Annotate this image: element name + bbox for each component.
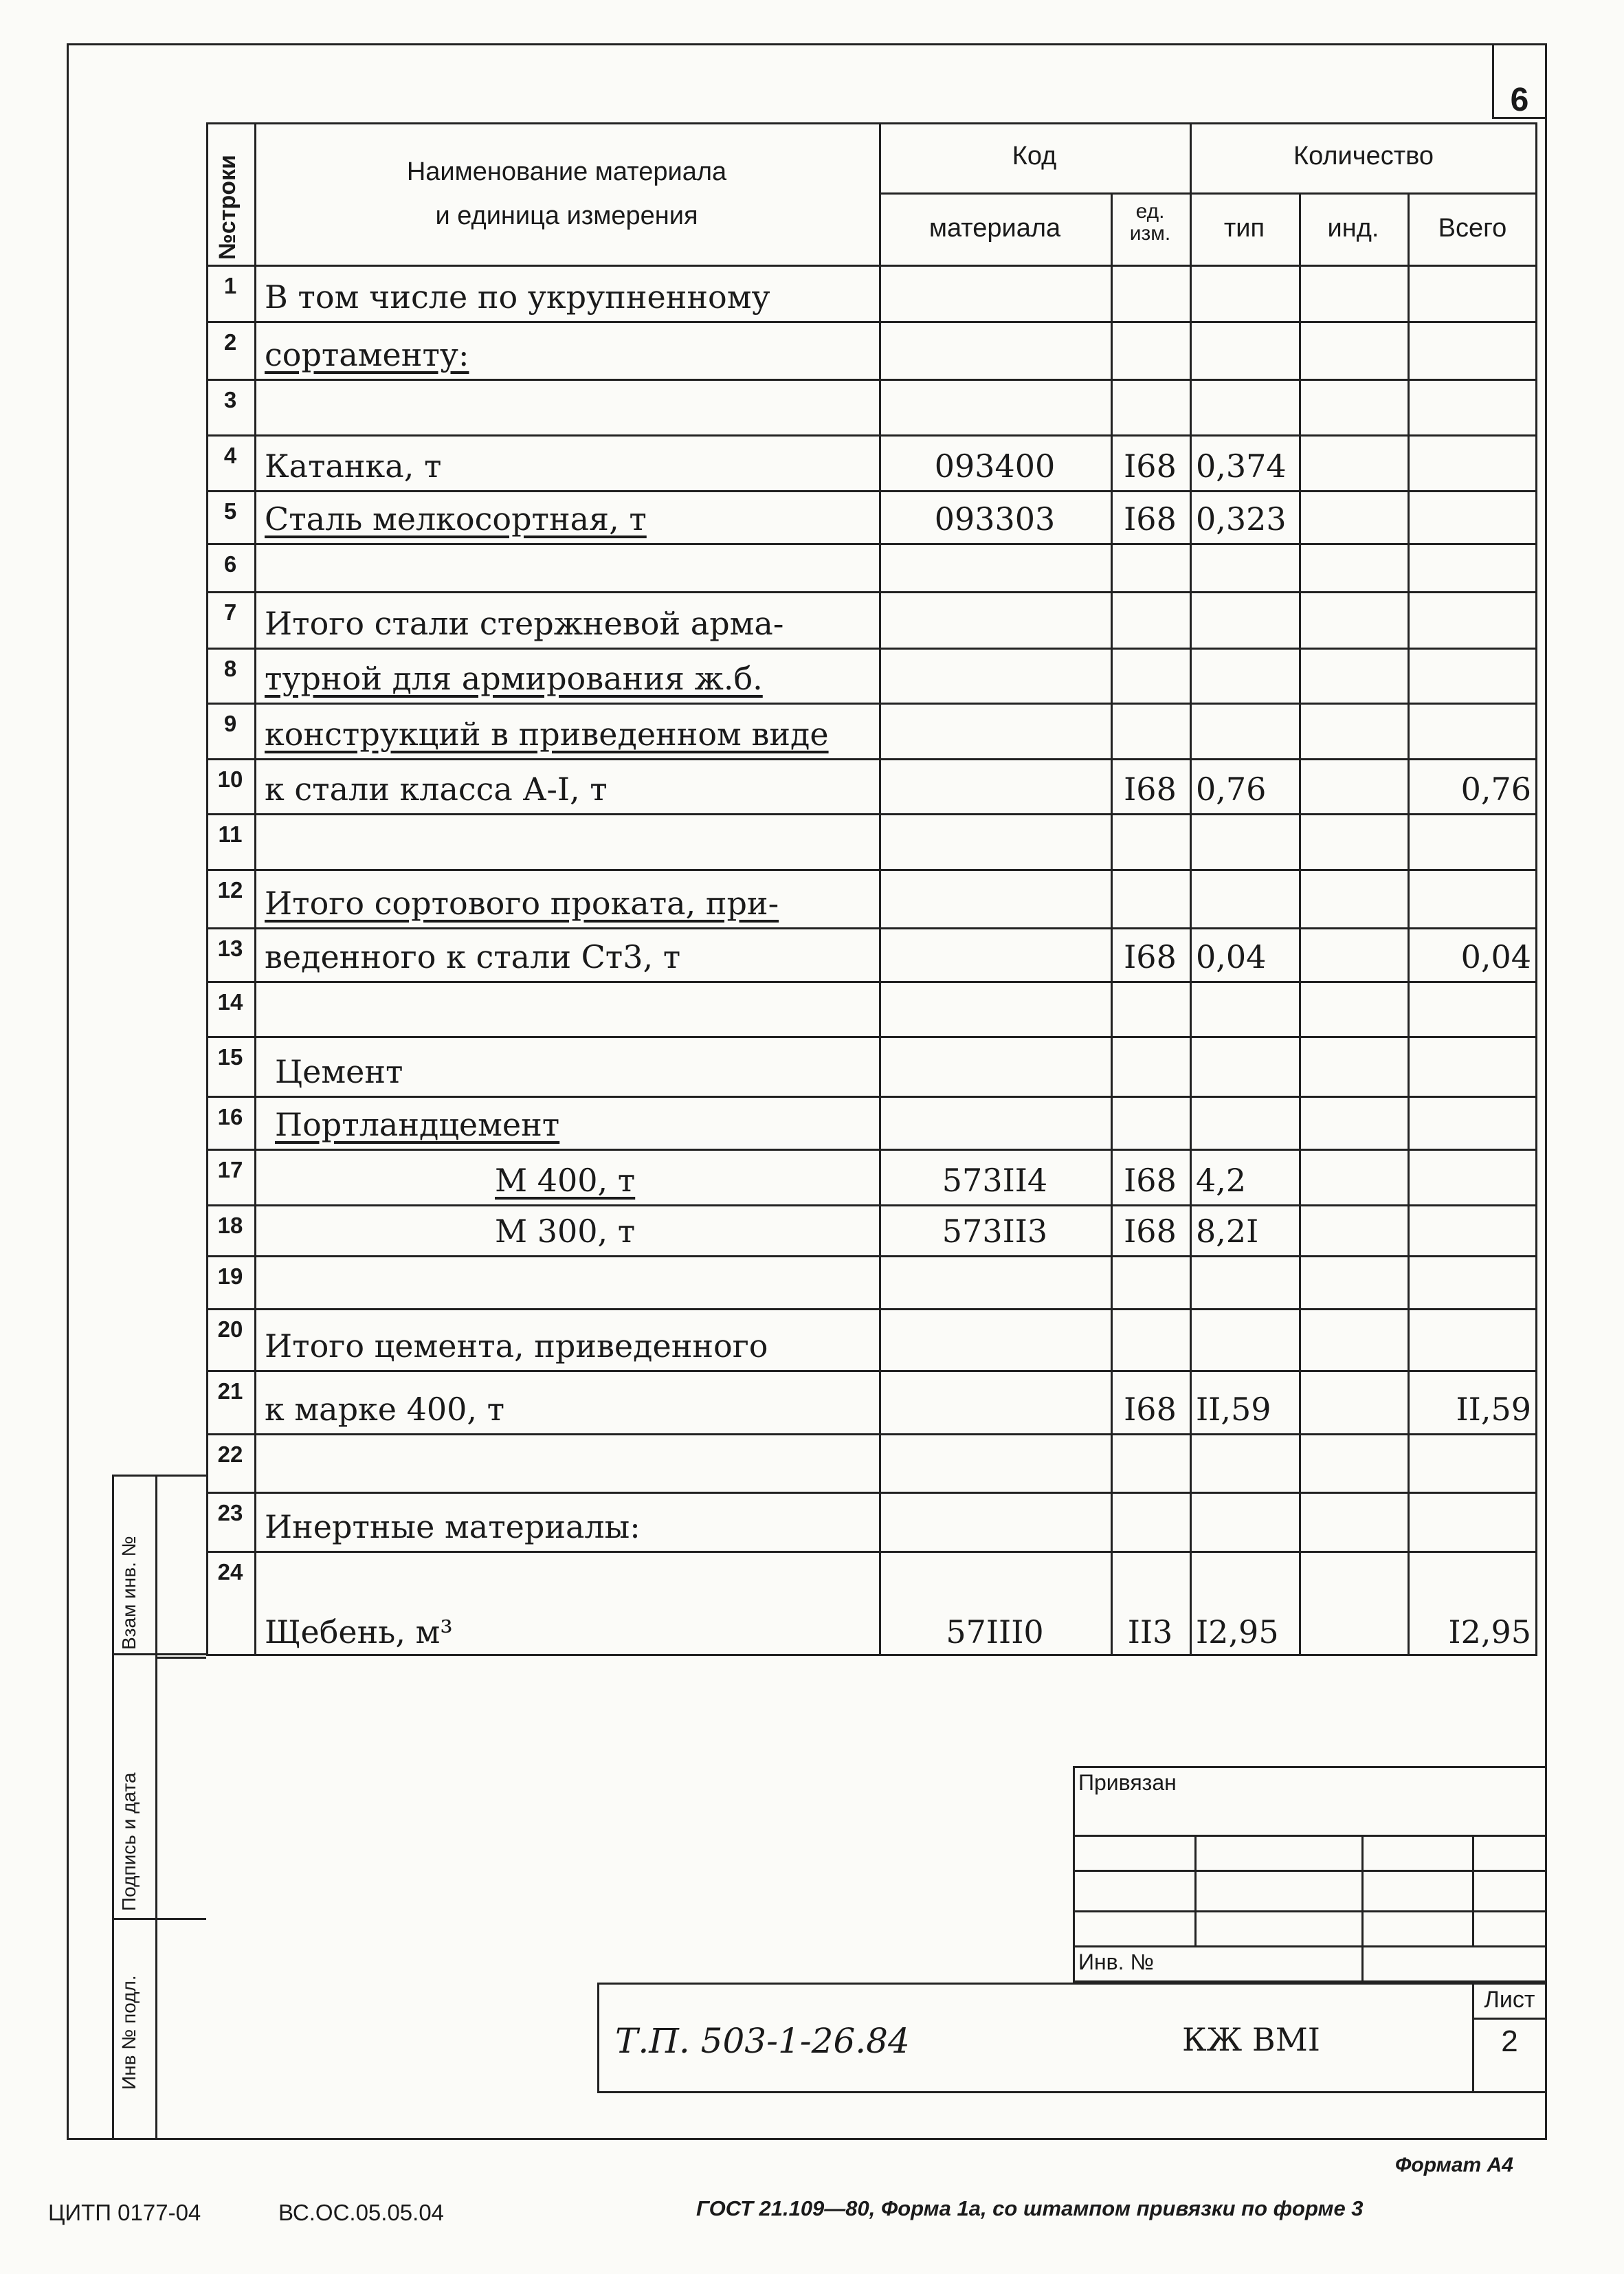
stamp-line: [155, 1657, 206, 1659]
row-number: 22: [217, 1442, 243, 1467]
qty-type: II,59: [1196, 1391, 1271, 1428]
row-number: 24: [217, 1559, 243, 1585]
row-divider: [206, 703, 1537, 705]
qty-type: 0,374: [1196, 448, 1287, 485]
row-number: 8: [223, 656, 237, 681]
qty-total: II,59: [1456, 1391, 1531, 1428]
quantity-header: Количество: [1293, 142, 1434, 170]
row-number: 15: [217, 1044, 243, 1070]
row-number: 21: [217, 1378, 243, 1404]
sheet-label: Лист: [1484, 1987, 1535, 2013]
header-subdivider: [879, 192, 1537, 195]
qty-type: 0,323: [1196, 500, 1287, 538]
row-divider: [206, 490, 1537, 492]
qty-type-header: тип: [1223, 214, 1265, 243]
row-number: 6: [223, 551, 237, 577]
binding-divider: [1472, 1835, 1474, 1945]
row-number: 3: [223, 387, 237, 412]
material-code: 573II3: [942, 1213, 1048, 1250]
row-number: 5: [223, 498, 237, 524]
qty-type: 0,76: [1196, 771, 1267, 808]
row-divider: [206, 543, 1537, 545]
unit-code: I68: [1124, 1391, 1177, 1428]
row-divider: [206, 321, 1537, 323]
material-name: турной для армирования ж.б.: [265, 660, 763, 697]
page-number: 6: [1510, 82, 1529, 118]
vzam-inv-label: Взам инв. №: [118, 1536, 140, 1650]
unit-code: I68: [1124, 448, 1177, 485]
binding-divider: [1194, 1835, 1197, 1945]
name-header-line2: и единица измерения: [435, 201, 698, 230]
row-divider: [206, 813, 1537, 815]
binding-divider: [1361, 1835, 1364, 1983]
material-name: Портландцемент: [275, 1106, 560, 1143]
material-name: В том числе по укрупненному: [265, 278, 770, 316]
row-divider: [206, 379, 1537, 381]
material-name: сортаменту:: [265, 336, 469, 373]
qty-type: 4,2: [1196, 1162, 1247, 1199]
unit-code: I68: [1124, 500, 1177, 538]
row-number: 10: [217, 766, 243, 792]
row-divider: [206, 1149, 1537, 1151]
row-number: 20: [217, 1316, 243, 1342]
row-divider: [206, 1308, 1537, 1310]
unit-code: I68: [1124, 938, 1177, 975]
row-number: 23: [217, 1500, 243, 1525]
col-divider: [1111, 192, 1113, 1656]
material-name: Инертные материалы:: [265, 1508, 641, 1545]
code-unit-header: ед. изм.: [1129, 200, 1171, 245]
material-name: к стали класса А-I, т: [265, 771, 608, 808]
row-number: 7: [223, 599, 237, 625]
binding-inv-label: Инв. №: [1078, 1950, 1154, 1974]
qty-type: 8,2I: [1196, 1213, 1259, 1250]
row-divider: [206, 981, 1537, 983]
qty-total-header: Всего: [1438, 214, 1507, 243]
material-name: Итого стали стержневой арма-: [265, 605, 784, 642]
material-name: к марке 400, т: [265, 1391, 505, 1428]
row-divider: [206, 591, 1537, 593]
row-divider: [206, 434, 1537, 437]
qty-total: 0,04: [1460, 938, 1531, 975]
col-divider: [254, 122, 256, 1656]
material-name: Итого сортового проката, при-: [265, 885, 779, 922]
row-number: 13: [217, 936, 243, 961]
col-divider: [1190, 122, 1192, 1656]
header-bottom-line: [206, 265, 1537, 267]
row-divider: [206, 927, 1537, 929]
qty-type: I2,95: [1196, 1613, 1279, 1651]
row-number: 14: [217, 989, 243, 1015]
stamp-line: [112, 1653, 206, 1655]
col-divider: [879, 122, 881, 1656]
row-number: 4: [223, 443, 237, 468]
material-name: Итого цемента, приведенного: [265, 1327, 768, 1365]
project-number: Т.П. 503-1-26.84: [615, 2021, 910, 2061]
stamp-divider: [112, 1475, 114, 2140]
unit-code: II3: [1127, 1613, 1173, 1651]
row-divider: [206, 1204, 1537, 1206]
row-number-header: №строки: [214, 155, 241, 260]
title-line: [1472, 2018, 1547, 2020]
row-number: 9: [223, 711, 237, 736]
material-name: Катанка, т: [265, 448, 442, 485]
format-label: Формат А4: [1395, 2154, 1513, 2176]
row-number: 19: [217, 1263, 243, 1289]
row-divider: [206, 1492, 1537, 1494]
qty-type: 0,04: [1196, 938, 1267, 975]
binding-line: [1073, 1835, 1547, 1837]
name-header-line1: Наименование материала: [406, 157, 727, 186]
row-number: 11: [218, 821, 243, 847]
footer-gost: ГОСТ 21.109—80, Форма 1а, со штампом привязки по форме 3: [696, 2196, 1364, 2220]
stamp-line: [112, 1475, 206, 1477]
binding-line: [1073, 1870, 1547, 1872]
row-divider: [206, 1433, 1537, 1435]
stamp-divider: [155, 1475, 157, 2140]
row-divider: [206, 1036, 1537, 1038]
footer-left-code: ЦИТП 0177-04: [48, 2200, 201, 2225]
row-number: 1: [223, 273, 237, 298]
row-divider: [206, 758, 1537, 760]
material-name: Сталь мелкосортная, т: [265, 500, 647, 538]
row-number: 16: [217, 1104, 243, 1129]
unit-code: I68: [1124, 1162, 1177, 1199]
row-number: 12: [217, 877, 243, 903]
code-material-header: материала: [928, 214, 1061, 243]
unit-code: I68: [1124, 771, 1177, 808]
inv-podl-label: Инв № подл.: [118, 1975, 140, 2090]
row-divider: [206, 648, 1537, 650]
material-code: 093303: [934, 500, 1056, 538]
binding-line: [1073, 1945, 1547, 1947]
code-header: Код: [1012, 142, 1057, 170]
material-code: 57III0: [946, 1613, 1044, 1651]
row-divider: [206, 1255, 1537, 1257]
material-name: Цемент: [275, 1053, 403, 1090]
drawing-mark: КЖ ВМI: [1182, 2021, 1320, 2058]
material-name: Щебень, м³: [265, 1613, 453, 1651]
material-code: 093400: [934, 448, 1056, 485]
col-divider: [1408, 192, 1410, 1656]
row-divider: [206, 1551, 1537, 1553]
material-code: 573II4: [942, 1162, 1048, 1199]
stamp-line: [112, 1918, 206, 1920]
qty-ind-header: инд.: [1327, 214, 1379, 243]
row-divider: [206, 869, 1537, 871]
footer-left-code2: ВС.ОС.05.05.04: [278, 2200, 445, 2225]
binding-label: Привязан: [1078, 1770, 1177, 1795]
material-name: веденного к стали Ст3, т: [265, 938, 681, 975]
row-divider: [206, 1096, 1537, 1098]
unit-code: I68: [1124, 1213, 1177, 1250]
material-name: конструкций в приведенном виде: [265, 716, 829, 753]
material-name: М 300, т: [495, 1213, 636, 1250]
material-name: М 400, т: [495, 1162, 636, 1199]
row-number: 2: [223, 329, 237, 355]
binding-line: [1073, 1910, 1547, 1912]
signature-date-label: Подпись и дата: [118, 1772, 140, 1911]
col-divider: [1299, 192, 1301, 1656]
row-divider: [206, 1370, 1537, 1372]
qty-total: 0,76: [1460, 771, 1531, 808]
row-number: 17: [217, 1157, 243, 1182]
sheet-number: 2: [1501, 2024, 1518, 2058]
qty-total: I2,95: [1448, 1613, 1531, 1651]
row-number: 18: [217, 1213, 243, 1238]
